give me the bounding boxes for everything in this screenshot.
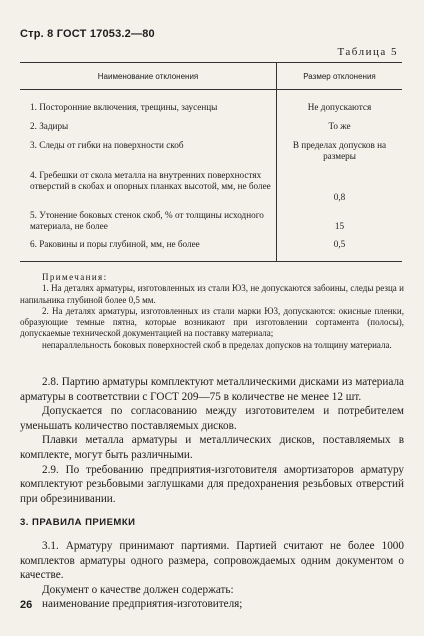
paragraph: Документ о качестве должен содержать: — [42, 583, 234, 596]
deviations-table — [20, 62, 402, 262]
col-header-size: Размер отклонения — [277, 63, 403, 90]
main-text — [20, 375, 404, 612]
table-row — [20, 170, 402, 210]
paragraph: Допускается по согласованию между изготовителем и потребителем уменьшать количество поставляемых дисков. — [20, 405, 404, 432]
note-item: 2. На деталях арматуры, изготовленных из стали марки Ю3, допускаются: окисные пленки, образующие темные пятна, которые возникают при изготовлении сортамента (полосы), допускаемые технической документацией на поставку материала; — [20, 305, 404, 339]
table-caption: Таблица 5 — [337, 46, 398, 58]
col-header-deviation: Наименование отклонения — [20, 63, 277, 90]
table-row — [20, 90, 402, 122]
table-row — [20, 239, 402, 262]
deviation-cell: 3. Следы от гибки на поверхности скоб — [20, 140, 277, 170]
notes-title: Примечания: — [42, 272, 108, 282]
deviation-cell: 4. Гребешки от скола металла на внутренних поверхностях отверстий в скобах и опорных планках высотой, мм, не более — [20, 170, 277, 210]
deviation-cell: 6. Раковины и поры глубиной, мм, не более — [20, 239, 277, 262]
deviation-cell: 5. Утонение боковых стенок скоб, % от толщины исходного материала, не более — [20, 210, 277, 239]
paragraph: 3.1. Арматуру принимают партиями. Партией считают не более 1000 комплектов арматуры одного размера, сопровождаемых одним документом о качестве. — [20, 539, 404, 582]
deviation-cell: 1. Посторонние включения, трещины, заусенцы — [20, 90, 277, 122]
paragraph: 2.9. По требованию предприятия-изготовителя амортизаторов арматуру комплектуют резьбовыми заглушками для предохранения резьбовых отверстий при обрезинивании. — [20, 463, 404, 505]
note-item: 1. На деталях арматуры, изготовленных из стали Ю3, не допускаются забоины, следы резца и напильника глубиной более 0,5 мм. — [20, 283, 404, 305]
paragraph: Плавки металла арматуры и металлических дисков, поставляемых в комплекте, могут быть различными. — [20, 434, 404, 461]
size-cell: 0,5 — [277, 239, 403, 262]
size-cell: 0,8 — [333, 192, 346, 202]
table-row — [20, 121, 402, 140]
paragraph: 2.8. Партию арматуры комплектуют металлическими дисками из материала арматуры в соответствии с ГОСТ 209—75 в количестве не менее 12 шт. — [20, 376, 404, 403]
size-cell: Не допускаются — [307, 102, 372, 112]
size-cell: В пределах допусков на размеры — [292, 140, 387, 161]
note-item: непараллельность боковых поверхностей скоб в пределах допусков на толщину материала. — [42, 339, 392, 350]
page-number: 26 — [20, 599, 33, 611]
deviation-cell: 2. Задиры — [20, 121, 277, 140]
size-cell: 15 — [334, 221, 345, 231]
paragraph: наименование предприятия-изготовителя; — [42, 598, 243, 611]
section-title: 3. ПРАВИЛА ПРИЕМКИ — [20, 517, 136, 529]
size-cell: То же — [328, 121, 351, 131]
table-row — [20, 210, 402, 239]
running-head: Стр. 8 ГОСТ 17053.2—80 — [20, 28, 155, 40]
table-notes — [20, 272, 404, 351]
table-row — [20, 140, 402, 170]
